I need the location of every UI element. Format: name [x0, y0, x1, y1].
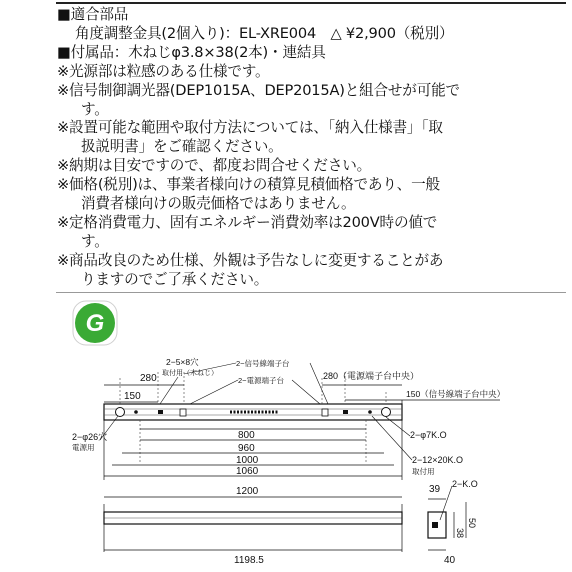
note-6-cont: す。: [81, 232, 109, 250]
label-ko-12x20-sub: 取付用: [412, 467, 435, 476]
top-rule: [56, 2, 566, 4]
dim-40: 40: [444, 555, 456, 566]
dim-280-left: 280: [140, 373, 157, 384]
label-ko-7: 2−φ7K.O: [410, 430, 447, 440]
dim-1060: 1060: [236, 466, 259, 477]
note-6: ※定格消費電力、固有エネルギー消費効率は200V時の値で: [57, 213, 438, 231]
dim-1200: 1200: [236, 486, 259, 497]
green-g-logo-icon: [72, 300, 118, 346]
note-1: ※光源部は粒感のある仕様です。: [57, 62, 270, 80]
note-2: ※信号制御調光器(DEP1015A、DEP2015A)と組合せが可能で: [57, 81, 460, 99]
logo-letter: G: [85, 310, 105, 337]
dim-150-left: 150: [124, 391, 141, 402]
note-3-cont: 扱説明書」をご確認ください。: [81, 138, 283, 156]
note-7: ※商品改良のため仕様、外観は予告なしに変更することがあ: [57, 251, 444, 269]
note-3: ※設置可能な範囲や取付方法については、「納入仕様書」「取: [57, 119, 443, 137]
label-hole-26-sub: 電源用: [72, 443, 95, 452]
label-signal-terminal: 2−信号線端子台: [236, 359, 290, 368]
note-7-cont: りますのでご了承ください。: [81, 270, 269, 288]
label-power-terminal: 2−電源端子台: [238, 376, 285, 385]
dim-50: 50: [467, 518, 477, 529]
dim-1000: 1000: [236, 455, 259, 466]
dimension-drawing: [60, 352, 566, 570]
dim-39: 39: [429, 484, 441, 495]
note-2-cont: す。: [81, 100, 109, 118]
label-holes-5x8-sub: 取付用（木ねじ）: [162, 370, 218, 377]
parts-item: 角度調整金具(2個入り)：EL-XRE004 △ ¥2,900（税別）: [75, 24, 454, 42]
dim-280-right: 280（電源端子台中央）: [323, 371, 420, 381]
note-5-cont: 消費者様向けの販売価格ではありません。: [81, 195, 356, 213]
spec-text: [57, 6, 569, 290]
label-ko-2: 2−K.O: [452, 479, 478, 489]
dim-38: 38: [455, 528, 465, 539]
label-ko-12x20: 2−12×20K.O: [412, 455, 464, 465]
hole-left: [116, 408, 125, 417]
dim-1198-5: 1198.5: [234, 555, 264, 566]
label-hole-26: 2−φ26穴: [72, 432, 108, 442]
dim-150-right: 150（信号線端子台中央）: [406, 389, 506, 399]
note-4: ※納期は目安ですので、都度お問合せください。: [57, 157, 372, 175]
dim-960: 960: [238, 443, 255, 454]
hole-right: [382, 408, 391, 417]
note-5: ※価格(税別)は、事業者様向けの積算見積価格であり、一般: [57, 176, 440, 194]
label-holes-5x8: 2−5×8穴: [166, 357, 199, 367]
parts-heading: ■適合部品: [57, 6, 129, 23]
separator: [56, 292, 566, 293]
slot-left: [158, 410, 163, 414]
dim-800: 800: [238, 430, 255, 441]
slot-right: [343, 410, 348, 414]
accessories-heading: ■付属品：木ねじφ3.8×38(2本)・連結具: [57, 43, 326, 61]
